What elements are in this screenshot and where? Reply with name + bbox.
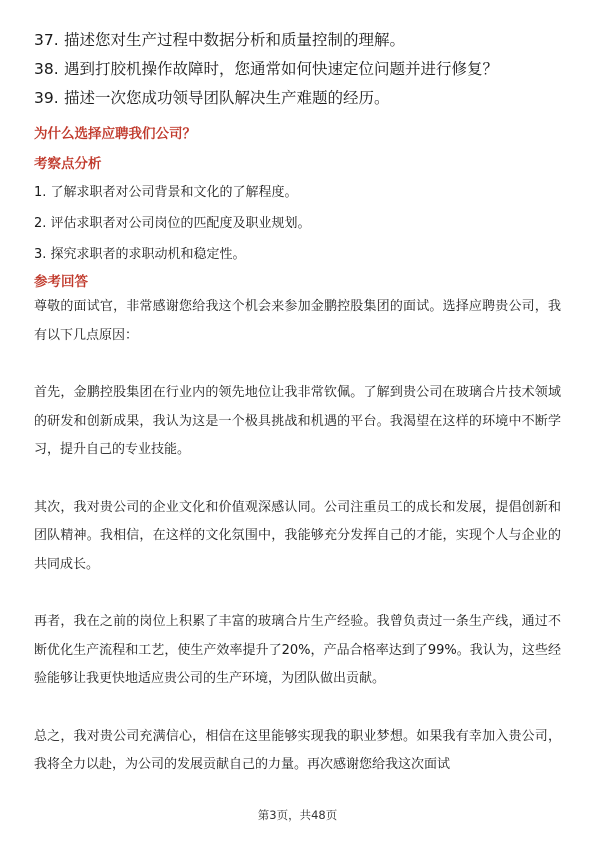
- question-item: [34, 26, 569, 55]
- question-item: [34, 55, 569, 84]
- answer-paragraph: 总之，我对贵公司充满信心，相信在这里能够实现我的职业梦想。如果我有幸加入贵公司，我将全力以赴，为公司的发展贡献自己的力量。再次感谢您给我这次面试: [34, 728, 561, 772]
- analysis-point: 2. 评估求职者对公司岗位的匹配度及职业规划。: [34, 216, 311, 231]
- analysis-points: [34, 177, 569, 270]
- question-text: 遇到打胶机操作故障时，您通常如何快速定位问题并进行修复？: [64, 60, 499, 78]
- section-heading-reference: 参考回答: [34, 274, 88, 290]
- answer-paragraph: 再者，我在之前的岗位上积累了丰富的玻璃合片生产经验。我曾负责过一条生产线，通过不断优化生产流程和工艺，使生产效率提升了20%，产品合格率达到了99%。我认为，这些经验能够让我更快地适应贵公司的生产环境，为团队做出贡献。: [34, 614, 561, 686]
- question-text: 描述您对生产过程中数据分析和质量控制的理解。: [64, 31, 406, 49]
- answer-paragraph: 其次，我对贵公司的企业文化和价值观深感认同。公司注重员工的成长和发展，提倡创新和团队精神。我相信，在这样的文化氛围中，我能够充分发挥自己的才能，实现个人与企业的共同成长。: [34, 499, 561, 572]
- analysis-point: 1. 了解求职者对公司背景和文化的了解程度。: [34, 185, 298, 200]
- question-item: [34, 84, 569, 113]
- question-text: 描述一次您成功领导团队解决生产难题的经历。: [64, 89, 390, 107]
- question-number: 37.: [34, 31, 59, 49]
- analysis-point: 3. 探究求职者的求职动机和稳定性。: [34, 247, 246, 262]
- reference-answer: [34, 293, 561, 809]
- question-list: [34, 26, 569, 113]
- page-footer: 第3页，共48页: [257, 808, 338, 822]
- answer-paragraph: 尊敬的面试官，非常感谢您给我这个机会来参加金鹏控股集团的面试。选择应聘贵公司，我有以下几点原因：: [34, 299, 561, 343]
- section-heading-points: 考察点分析: [34, 156, 102, 172]
- question-number: 38.: [34, 60, 59, 78]
- section-heading-why: 为什么选择应聘我们公司？: [34, 126, 196, 142]
- question-number: 39.: [34, 89, 59, 107]
- answer-paragraph: 首先，金鹏控股集团在行业内的领先地位让我非常钦佩。了解到贵公司在玻璃合片技术领域的研发和创新成果，我认为这是一个极具挑战和机遇的平台。我渴望在这样的环境中不断学习，提升自己的专业技能。: [34, 385, 561, 457]
